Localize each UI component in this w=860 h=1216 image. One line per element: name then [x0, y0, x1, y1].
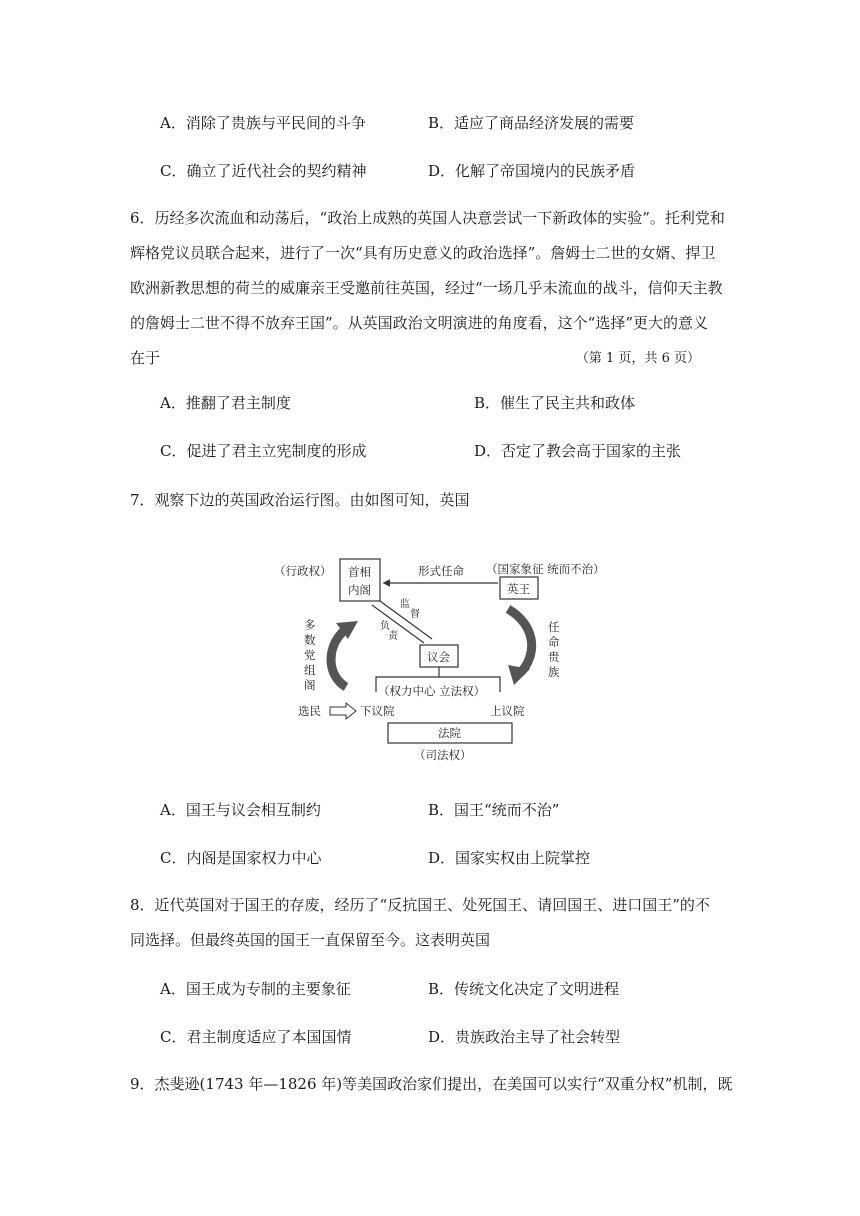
court-label: 法院: [438, 726, 461, 740]
q7-option-a: A．国王与议会相互制约: [160, 801, 321, 819]
q9-stem: [130, 1067, 733, 1102]
q9-line-1: 9．杰斐逊(1743 年—1826 年)等美国政治家们提出，在美国可以实行“双重分权”机制，既: [130, 1075, 733, 1093]
q5-option-b: B．适应了商品经济发展的需要: [428, 114, 635, 132]
q8-line-2: 同选择。但最终英国的国王一直保留至今。这表明英国: [130, 931, 491, 949]
british-politics-diagram: [268, 537, 608, 767]
q8-option-d: D．贵族政治主导了社会转型: [428, 1028, 621, 1046]
q5-option-c: C．确立了近代社会的契约精神: [160, 162, 367, 180]
voters-label: 选民: [298, 704, 321, 718]
majority-char-2: 数: [304, 633, 316, 647]
q8-option-c: C．君主制度适应了本国国情: [160, 1028, 352, 1046]
appoint-char-3: 贵: [548, 650, 560, 664]
state-symbol-label: （国家象征 统而不治）: [486, 562, 605, 576]
q6-line-2: 辉格党议员联合起来，进行了一次“具有历史意义的政治选择”。詹姆士二世的女婿、捍卫: [130, 244, 716, 262]
majority-char-1: 多: [304, 618, 316, 632]
page-number-note: （第 1 页，共 6 页）: [575, 351, 700, 366]
q6-stem: [130, 201, 730, 376]
cabinet-label: 内阁: [348, 583, 371, 597]
q7-option-c: C．内阁是国家权力中心: [160, 849, 322, 867]
king-label: 英王: [507, 582, 530, 596]
q8-line-1: 8．近代英国对于国王的存废，经历了“反抗国王、处死国王、请回国王、进口国王”的不: [130, 896, 710, 914]
supervise-char-2: 督: [410, 609, 420, 620]
q8-option-b: B．传统文化决定了文明进程: [428, 980, 620, 998]
q6-line-3: 欧洲新教思想的荷兰的威廉亲王受邀前往英国，经过“一场几乎未流血的战斗，信仰天主教: [130, 279, 723, 297]
pm-label: 首相: [348, 565, 371, 579]
q6-option-b: B．催生了民主共和政体: [474, 394, 636, 412]
q6-line-4: 的詹姆士二世不得不放弃王国”。从英国政治文明演进的角度看，这个“选择”更大的意义: [130, 314, 709, 332]
q5-option-a: A．消除了贵族与平民间的斗争: [160, 114, 366, 132]
majority-char-3: 党: [304, 648, 316, 662]
appoint-char-1: 任: [548, 620, 560, 634]
majority-char-4: 组: [304, 663, 316, 677]
judicial-label: （司法权）: [414, 748, 472, 762]
q7-option-d: D．国家实权由上院掌控: [428, 849, 591, 867]
responsible-char-2: 责: [388, 631, 398, 642]
q8-stem: [130, 888, 730, 958]
power-center-label: （权力中心 立法权）: [378, 684, 486, 698]
q6-line-5: 在于: [130, 349, 161, 367]
q7-stem: 7．观察下边的英国政治运行图。由如图可知，英国: [130, 491, 470, 509]
executive-label: （行政权）: [274, 564, 332, 578]
lower-house-label: 下议院: [360, 704, 395, 718]
appoint-char-2: 命: [548, 635, 560, 649]
q6-line-1: 6．历经多次流血和动荡后，“政治上成熟的英国人决意尝试一下新政体的实验”。托利党和: [130, 209, 725, 227]
majority-char-5: 阁: [304, 678, 316, 692]
q6-line-5-wrap: [130, 341, 730, 376]
upper-house-label: 上议院: [490, 704, 525, 718]
q7-option-b: B．国王“统而不治”: [428, 801, 560, 819]
q6-option-c: C．促进了君主立宪制度的形成: [160, 442, 367, 460]
responsible-char-1: 负: [380, 621, 390, 632]
q6-option-d: D．否定了教会高于国家的主张: [474, 442, 682, 460]
parliament-label: 议会: [427, 650, 450, 664]
appoint-char-4: 族: [548, 665, 560, 679]
supervise-char-1: 监: [400, 599, 410, 610]
formal-appoint-label: 形式任命: [418, 564, 464, 578]
q5-option-d: D．化解了帝国境内的民族矛盾: [428, 162, 636, 180]
q6-option-a: A．推翻了君主制度: [160, 394, 291, 412]
q8-option-a: A．国王成为专制的主要象征: [160, 980, 351, 998]
